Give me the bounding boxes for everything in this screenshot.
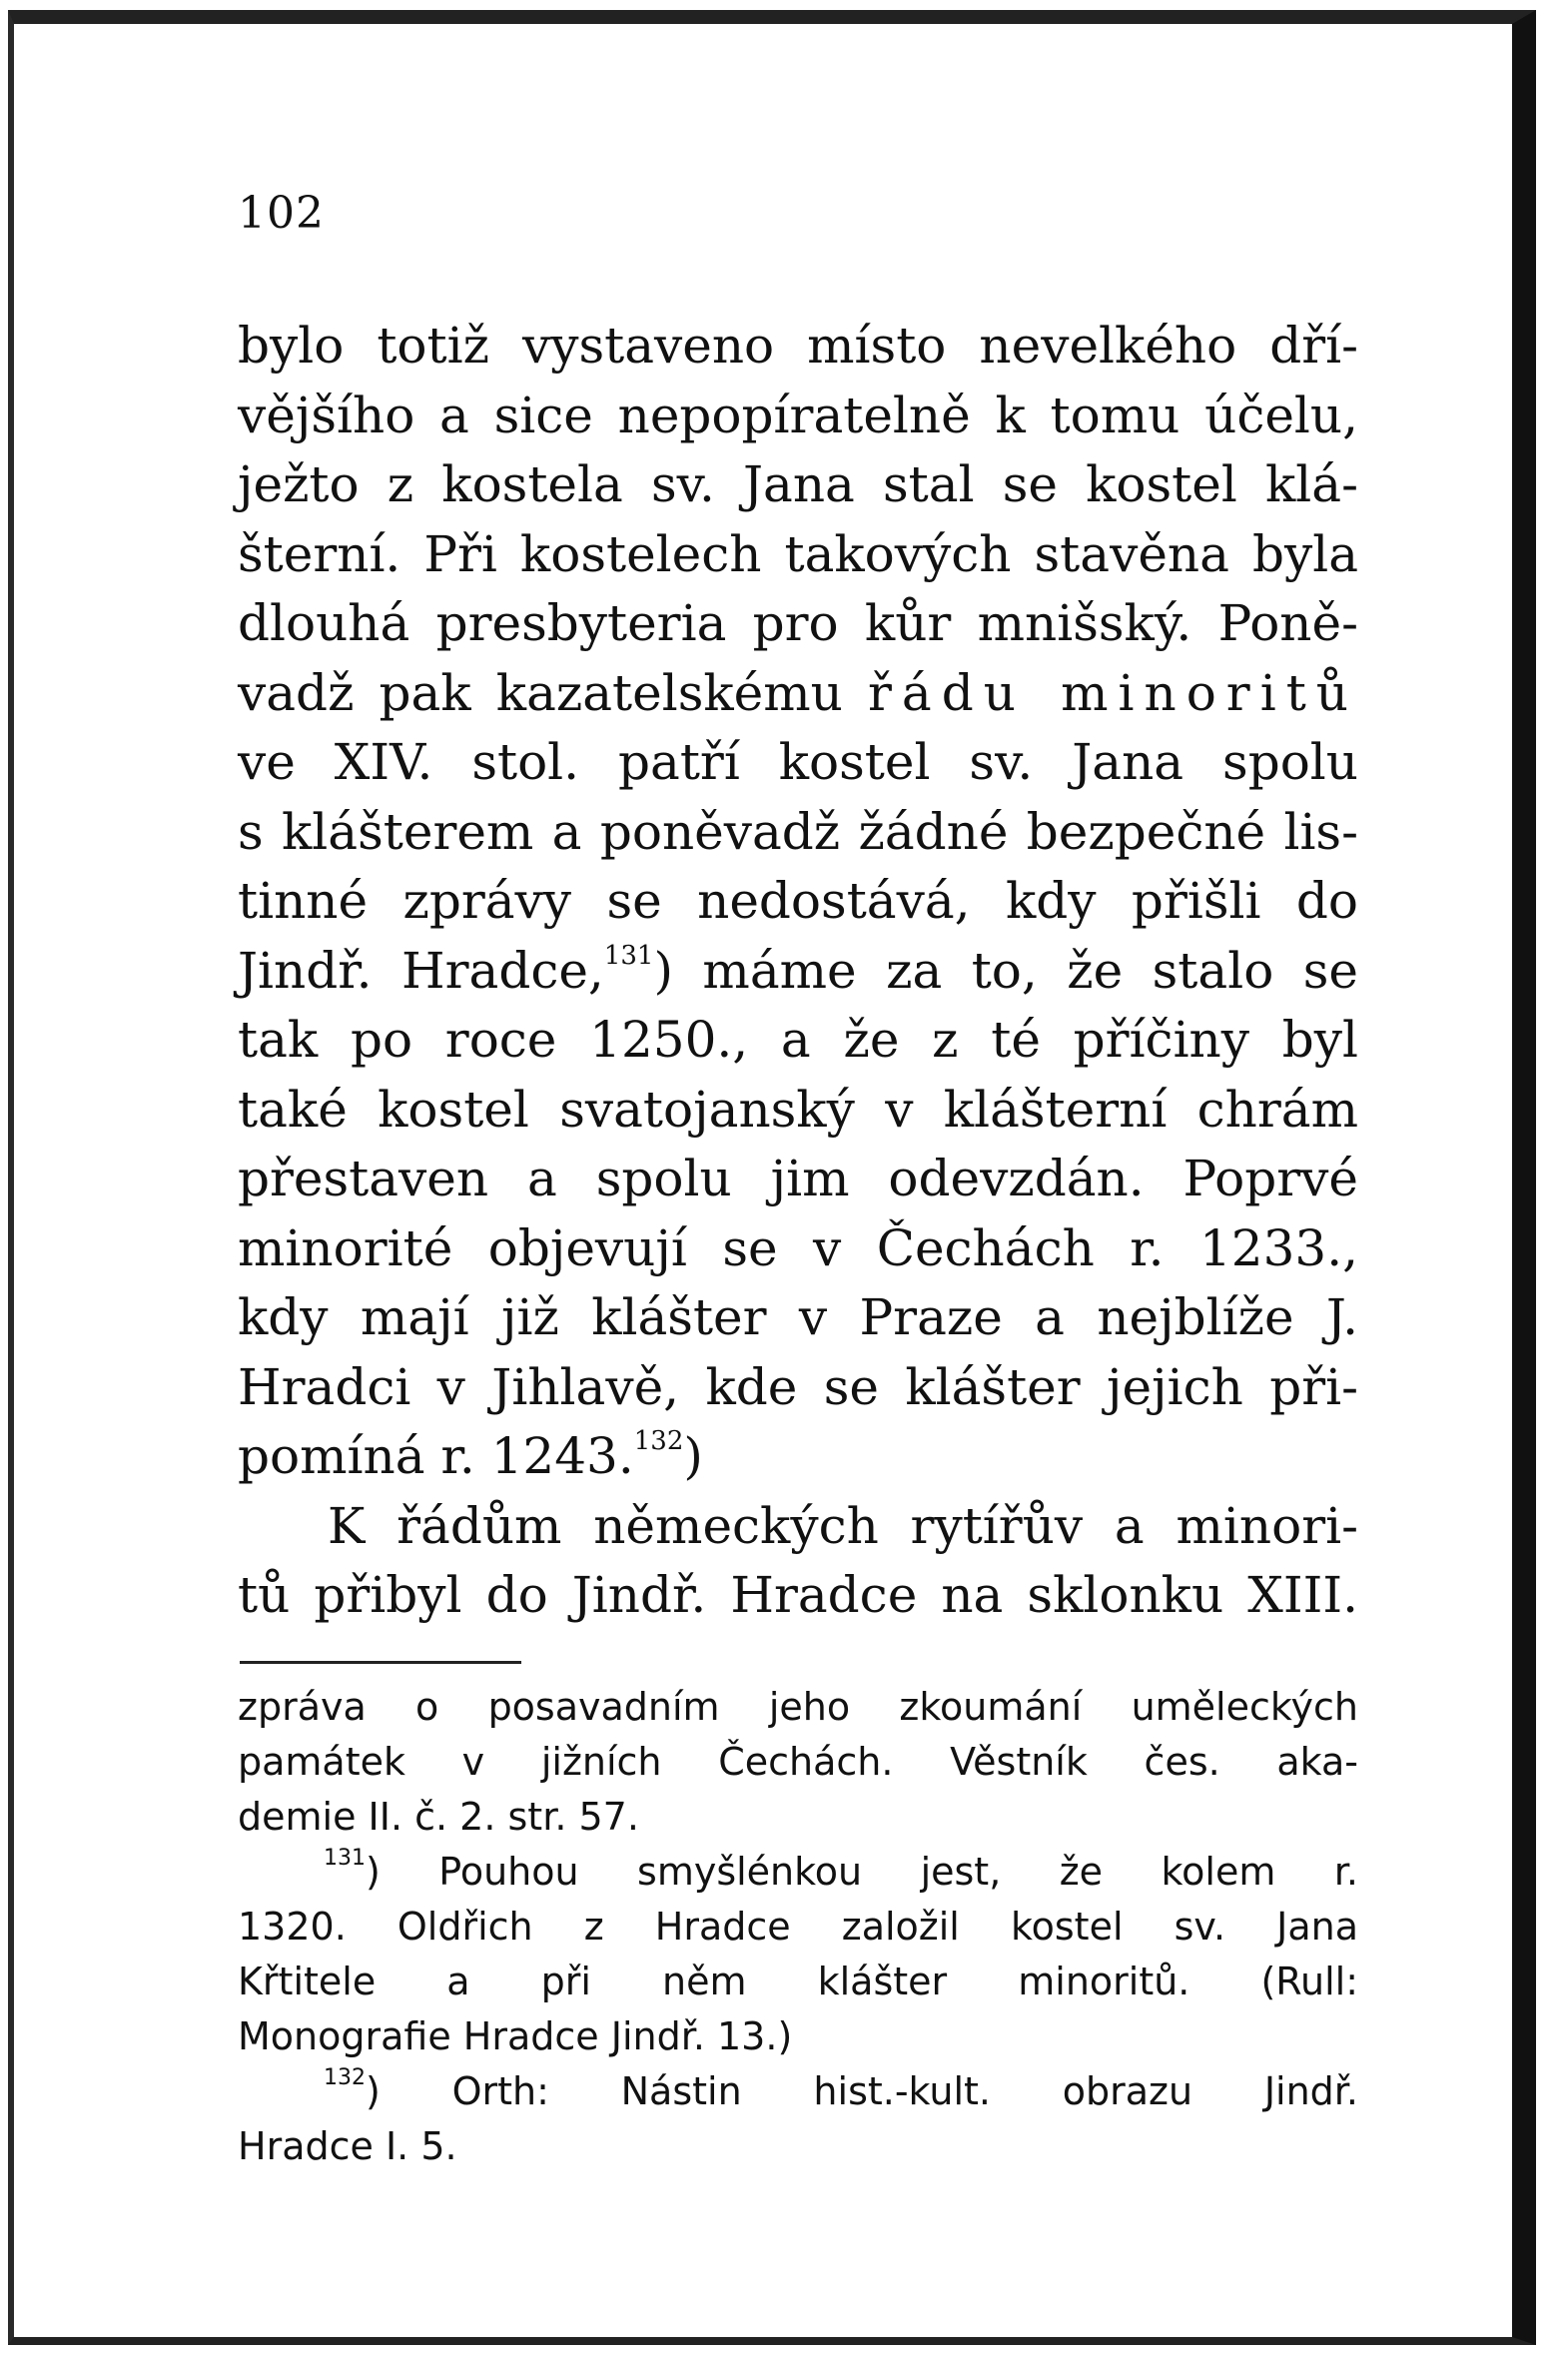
page-number: 102 [238,188,325,239]
text-line-15: kdy mají již klášter v Praze a nejblíže J. [238,1288,1358,1346]
text-line-19: tů přibyl do Jindř. Hradce na sklonku XIII. [238,1566,1358,1624]
text-line-18: K řádům německých rytířův a minori- [328,1496,1358,1555]
footnote-131-line-2: 1320. Oldřich z Hradce založil kostel sv. Jana [238,1905,1358,1949]
text-line-2: vějšího a sice nepopíratelně k tomu účelu, [238,386,1358,444]
text-line-12: také kostel svatojanský v klášterní chrám [238,1080,1358,1139]
text-line-1: bylo totiž vystaveno místo nevelkého dří- [238,317,1358,375]
text-line-6-start: vadž pak kazatelskému [238,663,843,722]
footnote-132-text: ) Orth: Nástin hist.-kult. obrazu Jindř. [366,2069,1358,2113]
footnote-132-line-2: Hradce I. 5. [238,2124,457,2168]
text-line-10 [238,937,1358,1007]
footnote-131-line-3: Křtitele a při něm klášter minoritů. (Rull: [238,1960,1358,2003]
text-line-8: s klášterem a poněvadž žádné bezpečné lis- [238,802,1358,861]
footnotes [238,1680,1358,2174]
text-line-16: Hradci v Jihlavě, kde se klášter jejich při- [238,1357,1358,1416]
text-line-13: přestaven a spolu jim odevzdán. Poprvé [238,1150,1358,1207]
footnote-ref-132: 132 [633,1426,684,1457]
footnote-line-1: zpráva o posavadním jeho zkoumání uměleckých [238,1685,1358,1729]
footnote-marker-132: 132 [324,2065,366,2091]
text-line-17 [238,1422,1358,1492]
spaced-phrase: řádu minoritů [868,663,1358,722]
footnote-line-2: památek v jižních Čechách. Věstník čes. aka- [238,1740,1358,1784]
footnote-131-line-1 [238,1845,1358,1900]
text-line-17-start: pomíná r. 1243. [238,1427,634,1485]
main-text [238,312,1358,1631]
text-line-7: ve XIV. stol. patří kostel sv. Jana spolu [238,733,1358,791]
text-line-3: ježto z kostela sv. Jana stal se kostel klá- [238,455,1358,513]
text-line-5: dlouhá presbyteria pro kůr mnišský. Poně- [238,594,1358,652]
text-line-17-end: ) [683,1427,703,1485]
text-line-11: tak po roce 1250., a že z té příčiny byl [238,1011,1358,1069]
footnote-line-3: demie II. č. 2. str. 57. [238,1795,639,1839]
footnote-131-line-4: Monografie Hradce Jindř. 13.) [238,2014,793,2058]
text-line-10-start: Jindř. Hradce, [238,941,604,1000]
footnote-separator [240,1661,521,1664]
footnote-ref-131: 131 [603,940,654,971]
text-line-14: minorité objevují se v Čechách r. 1233., [238,1218,1358,1277]
footnote-131-text: ) Pouhou smyšlénkou jest, že kolem r. [366,1850,1358,1894]
footnote-marker-131: 131 [324,1846,366,1872]
text-line-9: tinné zprávy se nedostává, kdy přišli do [238,872,1358,930]
text-line-4: šterní. Při kostelech takových stavěna byla [238,524,1358,583]
text-line-6 [238,659,1358,729]
text-line-10-end: ) máme za to, že stalo se [653,941,1358,1000]
footnote-132-line-1 [238,2064,1358,2119]
